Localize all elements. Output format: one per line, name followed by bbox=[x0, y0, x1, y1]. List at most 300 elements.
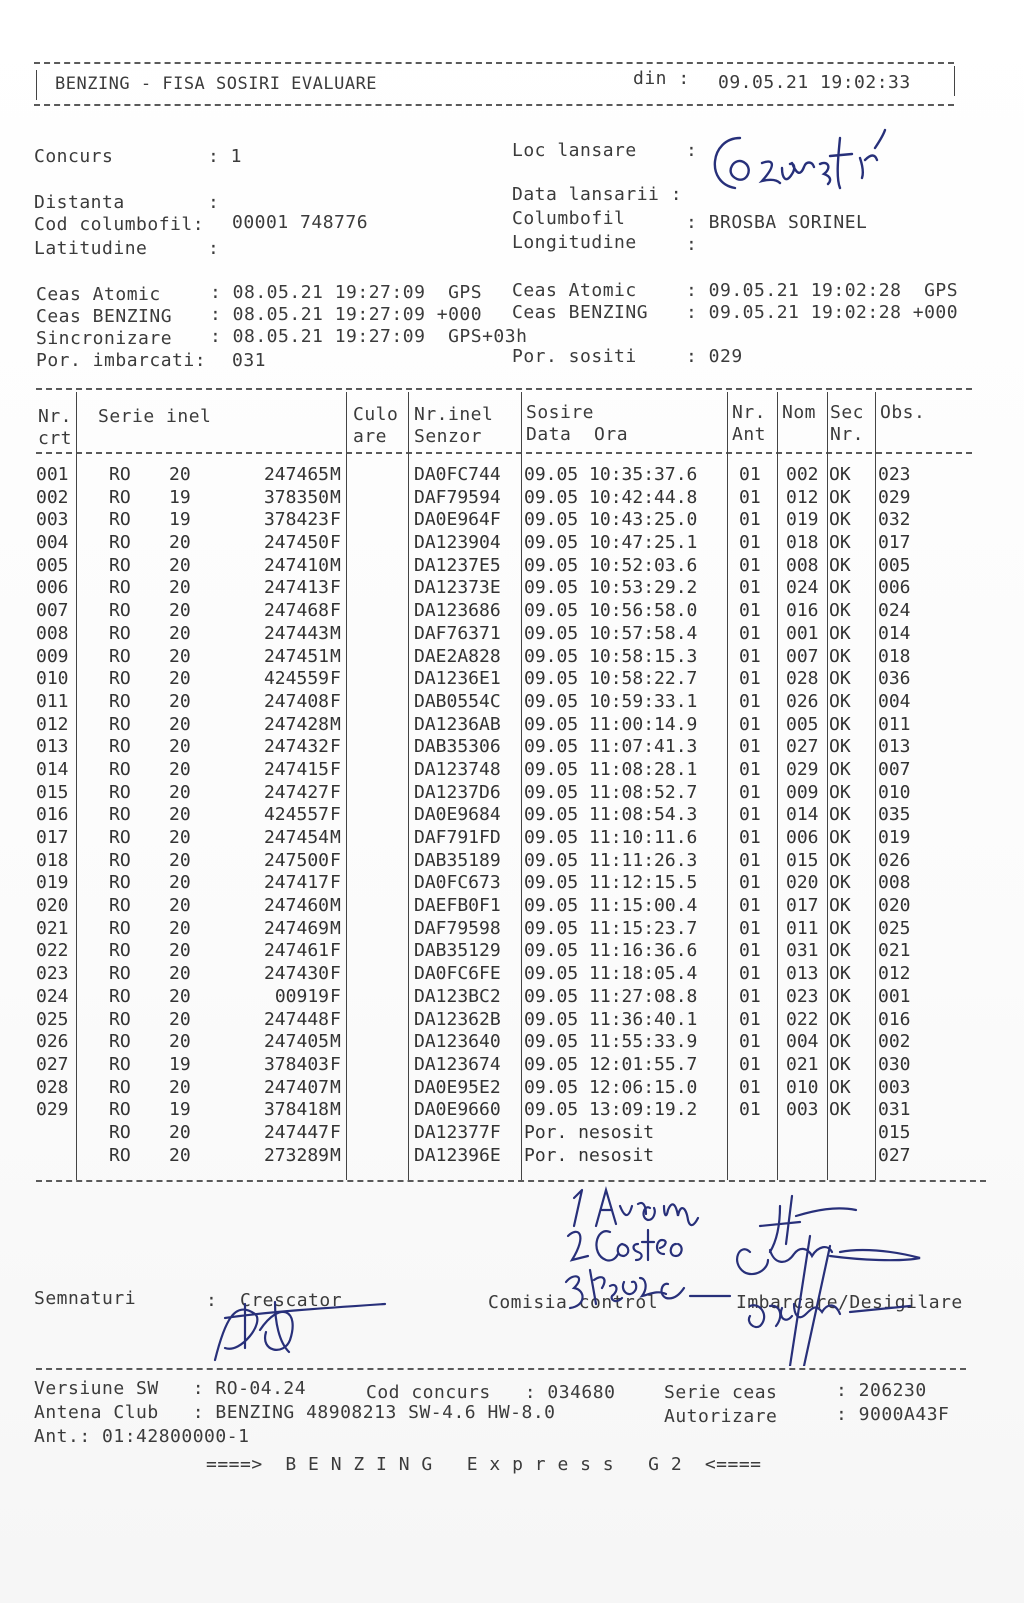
sex: M bbox=[330, 1031, 341, 1053]
sex: F bbox=[330, 849, 341, 871]
observation: 021 bbox=[878, 940, 911, 962]
arrival-time: 09.05 11:08:52.7 bbox=[524, 781, 698, 803]
row-number: 026 bbox=[36, 1031, 69, 1053]
footer-rule bbox=[36, 1368, 966, 1370]
country-code: RO bbox=[109, 1099, 131, 1121]
observation: 007 bbox=[878, 758, 911, 780]
ceas-benzing-left-label: Ceas BENZING bbox=[36, 306, 173, 327]
arrival-time: 09.05 10:43:25.0 bbox=[524, 509, 698, 531]
ring-year: 20 bbox=[169, 963, 191, 985]
header-right-border bbox=[954, 66, 955, 96]
arrival-time: 09.05 11:27:08.8 bbox=[524, 985, 698, 1007]
country-code: RO bbox=[109, 895, 131, 917]
nom-number: 009 bbox=[786, 781, 819, 803]
security-status: OK bbox=[829, 781, 851, 803]
sensor-ring: DA123686 bbox=[414, 600, 501, 622]
sensor-ring: DA12377F bbox=[414, 1121, 501, 1143]
versiune-sw: Versiune SW : RO-04.24 bbox=[34, 1378, 307, 1399]
ring-number: 247427 bbox=[263, 781, 329, 803]
observation: 020 bbox=[878, 895, 911, 917]
observation: 030 bbox=[878, 1053, 911, 1075]
sex: F bbox=[330, 1008, 341, 1030]
nom-number: 007 bbox=[786, 645, 819, 667]
antenna-number: 01 bbox=[739, 622, 761, 644]
sensor-ring: DAB35306 bbox=[414, 736, 501, 758]
ring-number: 247408 bbox=[263, 690, 329, 712]
sensor-ring: DAF79598 bbox=[414, 917, 501, 939]
observation: 019 bbox=[878, 827, 911, 848]
antenna-number: 01 bbox=[739, 509, 761, 531]
sensor-ring: DA123748 bbox=[414, 758, 501, 780]
row-number: 018 bbox=[36, 849, 69, 871]
distanta-value: : bbox=[208, 192, 220, 213]
header-senzor-line2: Senzor bbox=[414, 426, 483, 447]
table-row bbox=[36, 895, 986, 918]
sex: M bbox=[330, 895, 341, 917]
ceas-atomic-right-label: Ceas Atomic bbox=[512, 280, 637, 301]
sensor-ring: DA12373E bbox=[414, 577, 501, 599]
loc-lansare-handwriting bbox=[700, 108, 920, 208]
security-status: OK bbox=[829, 1008, 851, 1030]
observation: 005 bbox=[878, 554, 911, 576]
sensor-ring: DAF79594 bbox=[414, 486, 501, 508]
antena-id: Ant.: 01:42800000-1 bbox=[34, 1426, 250, 1447]
security-status: OK bbox=[829, 509, 851, 531]
imbarcare-desigilare-label: Imbarcare/Desigilare bbox=[736, 1292, 963, 1313]
arrival-time: 09.05 10:57:58.4 bbox=[524, 622, 698, 644]
antena-club: Antena Club : BENZING 48908213 SW-4.6 HW-8.0 bbox=[34, 1402, 556, 1423]
table-row bbox=[36, 1077, 986, 1100]
country-code: RO bbox=[109, 1076, 131, 1098]
columbofil-label: Columbofil bbox=[512, 208, 626, 229]
ring-year: 20 bbox=[169, 758, 191, 780]
observation: 001 bbox=[878, 985, 911, 1007]
antenna-number: 01 bbox=[739, 577, 761, 599]
sex: F bbox=[330, 577, 341, 599]
table-row bbox=[36, 1054, 986, 1077]
antenna-number: 01 bbox=[739, 464, 761, 485]
arrival-time: 09.05 10:58:22.7 bbox=[524, 668, 698, 690]
security-status: OK bbox=[829, 985, 851, 1007]
nom-number: 014 bbox=[786, 804, 819, 826]
row-number: 008 bbox=[36, 622, 69, 644]
arrival-time: 09.05 12:01:55.7 bbox=[524, 1053, 698, 1075]
sex: F bbox=[330, 690, 341, 712]
sex: F bbox=[330, 736, 341, 758]
table-row bbox=[36, 782, 986, 805]
security-status: OK bbox=[829, 532, 851, 554]
table-bottom-rule bbox=[36, 1180, 986, 1182]
antenna-number: 01 bbox=[739, 804, 761, 826]
country-code: RO bbox=[109, 577, 131, 599]
row-number: 014 bbox=[36, 758, 69, 780]
serie-ceas-label: Serie ceas bbox=[664, 1382, 778, 1403]
nom-number: 024 bbox=[786, 577, 819, 599]
row-number: 027 bbox=[36, 1053, 69, 1075]
ring-number: 247465 bbox=[263, 464, 329, 485]
nom-number: 011 bbox=[786, 917, 819, 939]
porumbei-sositi-value: : 029 bbox=[686, 346, 743, 367]
country-code: RO bbox=[109, 1008, 131, 1030]
nom-number: 004 bbox=[786, 1031, 819, 1053]
security-status: OK bbox=[829, 645, 851, 667]
imbarcare-signatures bbox=[730, 1186, 970, 1366]
row-number: 004 bbox=[36, 532, 69, 554]
sex: F bbox=[330, 600, 341, 622]
security-status: OK bbox=[829, 872, 851, 894]
ceas-atomic-right-value: : 09.05.21 19:02:28 GPS bbox=[686, 280, 959, 301]
arrival-time: 09.05 11:08:54.3 bbox=[524, 804, 698, 826]
sensor-ring: DA123640 bbox=[414, 1031, 501, 1053]
sensor-ring: DAF76371 bbox=[414, 622, 501, 644]
sex: F bbox=[330, 872, 341, 894]
ceas-benzing-left-value: : 08.05.21 19:27:09 +000 bbox=[210, 304, 483, 325]
observation: 002 bbox=[878, 1031, 911, 1053]
observation: 016 bbox=[878, 1008, 911, 1030]
country-code: RO bbox=[109, 917, 131, 939]
country-code: RO bbox=[109, 963, 131, 985]
antenna-number: 01 bbox=[739, 1031, 761, 1053]
country-code: RO bbox=[109, 1031, 131, 1053]
sincronizare-value: : 08.05.21 19:27:09 GPS+03h bbox=[210, 326, 528, 347]
country-code: RO bbox=[109, 464, 131, 485]
ring-number: 247469 bbox=[263, 917, 329, 939]
ring-year: 20 bbox=[169, 1031, 191, 1053]
ring-year: 19 bbox=[169, 486, 191, 508]
table-row bbox=[36, 1009, 986, 1032]
country-code: RO bbox=[109, 645, 131, 667]
row-number: 003 bbox=[36, 509, 69, 531]
antenna-number: 01 bbox=[739, 827, 761, 848]
observation: 029 bbox=[878, 486, 911, 508]
ceas-atomic-left-value: : 08.05.21 19:27:09 GPS bbox=[210, 282, 483, 303]
ring-year: 20 bbox=[169, 554, 191, 576]
country-code: RO bbox=[109, 827, 131, 848]
cod-columbofil-value: 00001 748776 bbox=[232, 212, 369, 233]
security-status: OK bbox=[829, 758, 851, 780]
arrival-time: 09.05 11:00:14.9 bbox=[524, 713, 698, 735]
country-code: RO bbox=[109, 985, 131, 1007]
antenna-number: 01 bbox=[739, 713, 761, 735]
header-ant-line1: Nr. bbox=[732, 402, 767, 423]
arrival-time: 09.05 13:09:19.2 bbox=[524, 1099, 698, 1121]
country-code: RO bbox=[109, 668, 131, 690]
sincronizare-label: Sincronizare bbox=[36, 328, 173, 349]
observation: 024 bbox=[878, 600, 911, 622]
sensor-ring: DA12396E bbox=[414, 1144, 501, 1166]
row-number: 020 bbox=[36, 895, 69, 917]
crescator-signature bbox=[205, 1290, 395, 1366]
sex: F bbox=[330, 804, 341, 826]
antenna-number: 01 bbox=[739, 985, 761, 1007]
porumbei-imbarcati-value: 031 bbox=[232, 350, 267, 371]
observation: 018 bbox=[878, 645, 911, 667]
sex: F bbox=[330, 1053, 341, 1075]
serie-ceas-value: : 206230 bbox=[836, 1380, 927, 1401]
antenna-number: 01 bbox=[739, 781, 761, 803]
porumbei-imbarcati-label: Por. imbarcati: bbox=[36, 350, 207, 371]
table-row bbox=[36, 1099, 986, 1122]
table-row bbox=[36, 691, 986, 714]
security-status: OK bbox=[829, 713, 851, 735]
country-code: RO bbox=[109, 600, 131, 622]
sex: M bbox=[330, 827, 341, 848]
arrival-time: 09.05 11:16:36.6 bbox=[524, 940, 698, 962]
data-lansarii-label: Data lansarii : bbox=[512, 184, 683, 205]
table-row bbox=[36, 532, 986, 555]
header-nr-line2: crt bbox=[38, 428, 73, 449]
cod-concurs: Cod concurs : 034680 bbox=[366, 1382, 616, 1403]
table-row bbox=[36, 1031, 986, 1054]
nom-number: 012 bbox=[786, 486, 819, 508]
header-culoare-line2: are bbox=[353, 426, 388, 447]
antenna-number: 01 bbox=[739, 849, 761, 871]
ring-number: 273289 bbox=[263, 1144, 329, 1166]
sex: M bbox=[330, 1144, 341, 1166]
table-row bbox=[36, 600, 986, 623]
country-code: RO bbox=[109, 1053, 131, 1075]
semnaturi-label: Semnaturi bbox=[34, 1288, 137, 1309]
ring-number: 247415 bbox=[263, 758, 329, 780]
ring-number: 424557 bbox=[263, 804, 329, 826]
table-row bbox=[36, 714, 986, 737]
latitudine-value: : bbox=[208, 238, 220, 259]
ring-year: 20 bbox=[169, 804, 191, 826]
ring-year: 20 bbox=[169, 1008, 191, 1030]
nom-number: 020 bbox=[786, 872, 819, 894]
nom-number: 028 bbox=[786, 668, 819, 690]
row-number: 016 bbox=[36, 804, 69, 826]
sensor-ring: DA123904 bbox=[414, 532, 501, 554]
ring-number: 247468 bbox=[263, 600, 329, 622]
observation: 035 bbox=[878, 804, 911, 826]
country-code: RO bbox=[109, 758, 131, 780]
security-status: OK bbox=[829, 917, 851, 939]
ring-year: 20 bbox=[169, 668, 191, 690]
row-number: 006 bbox=[36, 577, 69, 599]
nom-number: 006 bbox=[786, 827, 819, 848]
antenna-number: 01 bbox=[739, 963, 761, 985]
table-row bbox=[36, 577, 986, 600]
security-status: OK bbox=[829, 486, 851, 508]
country-code: RO bbox=[109, 781, 131, 803]
sex: F bbox=[330, 985, 341, 1007]
nom-number: 022 bbox=[786, 1008, 819, 1030]
loc-lansare-value: : bbox=[686, 140, 698, 161]
antenna-number: 01 bbox=[739, 554, 761, 576]
comisia-signatures bbox=[560, 1186, 750, 1326]
ring-number: 378418 bbox=[263, 1099, 329, 1121]
antenna-number: 01 bbox=[739, 1076, 761, 1098]
antenna-number: 01 bbox=[739, 736, 761, 758]
security-status: OK bbox=[829, 736, 851, 758]
arrival-time: 09.05 12:06:15.0 bbox=[524, 1076, 698, 1098]
arrival-time: Por. nesosit bbox=[524, 1144, 655, 1166]
security-status: OK bbox=[829, 1031, 851, 1053]
sex: M bbox=[330, 917, 341, 939]
header-sosire-line1: Sosire bbox=[526, 402, 595, 423]
ring-number: 247432 bbox=[263, 736, 329, 758]
ring-year: 20 bbox=[169, 917, 191, 939]
header-ant-line2: Ant bbox=[732, 424, 767, 445]
arrival-time: 09.05 11:07:41.3 bbox=[524, 736, 698, 758]
nom-number: 018 bbox=[786, 532, 819, 554]
observation: 036 bbox=[878, 668, 911, 690]
antenna-number: 01 bbox=[739, 645, 761, 667]
row-number: 011 bbox=[36, 690, 69, 712]
row-number: 015 bbox=[36, 781, 69, 803]
ring-year: 20 bbox=[169, 577, 191, 599]
comisia-control-label: Comisia control bbox=[488, 1292, 659, 1313]
header-nr-line1: Nr. bbox=[38, 406, 73, 427]
loc-lansare-label: Loc lansare bbox=[512, 140, 637, 161]
arrival-time: 09.05 11:12:15.5 bbox=[524, 872, 698, 894]
observation: 031 bbox=[878, 1099, 911, 1121]
header-sosire-line2: Data Ora bbox=[526, 424, 629, 445]
sex: M bbox=[330, 486, 341, 508]
ring-year: 20 bbox=[169, 600, 191, 622]
ring-year: 20 bbox=[169, 827, 191, 848]
sensor-ring: DA0FC6FE bbox=[414, 963, 501, 985]
sex: M bbox=[330, 622, 341, 644]
table-row bbox=[36, 646, 986, 669]
table-row bbox=[36, 487, 986, 510]
observation: 004 bbox=[878, 690, 911, 712]
ring-number: 424559 bbox=[263, 668, 329, 690]
header-bottom-border bbox=[34, 104, 954, 106]
sensor-ring: DAF791FD bbox=[414, 827, 501, 848]
row-number: 024 bbox=[36, 985, 69, 1007]
row-number: 007 bbox=[36, 600, 69, 622]
row-number: 012 bbox=[36, 713, 69, 735]
country-code: RO bbox=[109, 736, 131, 758]
ring-number: 378403 bbox=[263, 1053, 329, 1075]
nom-number: 008 bbox=[786, 554, 819, 576]
arrival-time: 09.05 10:35:37.6 bbox=[524, 464, 698, 485]
security-status: OK bbox=[829, 668, 851, 690]
ring-year: 19 bbox=[169, 509, 191, 531]
country-code: RO bbox=[109, 804, 131, 826]
header-culoare-line1: Culo bbox=[353, 404, 399, 425]
sensor-ring: DA123674 bbox=[414, 1053, 501, 1075]
sex: M bbox=[330, 713, 341, 735]
country-code: RO bbox=[109, 1144, 131, 1166]
nom-number: 027 bbox=[786, 736, 819, 758]
antenna-number: 01 bbox=[739, 758, 761, 780]
nom-number: 001 bbox=[786, 622, 819, 644]
ring-year: 20 bbox=[169, 849, 191, 871]
longitudine-value: : bbox=[686, 234, 698, 255]
sex: F bbox=[330, 532, 341, 554]
concurs-value: : 1 bbox=[208, 146, 243, 167]
ring-number: 247447 bbox=[263, 1121, 329, 1143]
header-nom: Nom bbox=[782, 402, 817, 423]
nom-number: 023 bbox=[786, 985, 819, 1007]
observation: 026 bbox=[878, 849, 911, 871]
country-code: RO bbox=[109, 486, 131, 508]
antenna-number: 01 bbox=[739, 940, 761, 962]
header-sec-line1: Sec bbox=[830, 402, 865, 423]
security-status: OK bbox=[829, 804, 851, 826]
sex: F bbox=[330, 758, 341, 780]
table-row bbox=[36, 918, 986, 941]
sensor-ring: DA0E964F bbox=[414, 509, 501, 531]
antenna-number: 01 bbox=[739, 1053, 761, 1075]
security-status: OK bbox=[829, 577, 851, 599]
ring-number: 247413 bbox=[263, 577, 329, 599]
ring-number: 247405 bbox=[263, 1031, 329, 1053]
ring-number: 247454 bbox=[263, 827, 329, 848]
columbofil-value: : BROSBA SORINEL bbox=[686, 212, 868, 233]
table-row bbox=[36, 759, 986, 782]
row-number: 002 bbox=[36, 486, 69, 508]
arrival-time: 09.05 11:10:11.6 bbox=[524, 827, 698, 848]
sensor-ring: DAB35189 bbox=[414, 849, 501, 871]
ring-number: 247500 bbox=[263, 849, 329, 871]
antenna-number: 01 bbox=[739, 668, 761, 690]
country-code: RO bbox=[109, 509, 131, 531]
table-row bbox=[36, 1145, 986, 1168]
sensor-ring: DA1237E5 bbox=[414, 554, 501, 576]
security-status: OK bbox=[829, 940, 851, 962]
nom-number: 003 bbox=[786, 1099, 819, 1121]
sensor-ring: DA0FC673 bbox=[414, 872, 501, 894]
observation: 032 bbox=[878, 509, 911, 531]
row-number: 017 bbox=[36, 827, 69, 848]
sex: M bbox=[330, 1099, 341, 1121]
sex: M bbox=[330, 464, 341, 485]
ring-year: 20 bbox=[169, 464, 191, 485]
arrival-time: Por. nesosit bbox=[524, 1121, 655, 1143]
ring-number: 247407 bbox=[263, 1076, 329, 1098]
row-number: 029 bbox=[36, 1099, 69, 1121]
row-number: 019 bbox=[36, 872, 69, 894]
country-code: RO bbox=[109, 622, 131, 644]
header-obs: Obs. bbox=[880, 402, 926, 423]
arrival-time: 09.05 10:52:03.6 bbox=[524, 554, 698, 576]
security-status: OK bbox=[829, 690, 851, 712]
antenna-number: 01 bbox=[739, 1099, 761, 1121]
ring-number: 247428 bbox=[263, 713, 329, 735]
country-code: RO bbox=[109, 532, 131, 554]
ring-year: 20 bbox=[169, 872, 191, 894]
security-status: OK bbox=[829, 849, 851, 871]
security-status: OK bbox=[829, 1099, 851, 1121]
table-row bbox=[36, 509, 986, 532]
sensor-ring: DA1236E1 bbox=[414, 668, 501, 690]
security-status: OK bbox=[829, 1076, 851, 1098]
table-row bbox=[36, 736, 986, 759]
sensor-ring: DA1236AB bbox=[414, 713, 501, 735]
row-number: 028 bbox=[36, 1076, 69, 1098]
ceas-benzing-right-value: : 09.05.21 19:02:28 +000 bbox=[686, 302, 959, 323]
nom-number: 013 bbox=[786, 963, 819, 985]
report-date-label: din : bbox=[633, 68, 690, 89]
table-row bbox=[36, 555, 986, 578]
table-row bbox=[36, 464, 986, 487]
ring-year: 20 bbox=[169, 1121, 191, 1143]
observation: 025 bbox=[878, 917, 911, 939]
ring-year: 20 bbox=[169, 781, 191, 803]
row-number: 009 bbox=[36, 645, 69, 667]
longitudine-label: Longitudine bbox=[512, 232, 637, 253]
arrival-time: 09.05 11:36:40.1 bbox=[524, 1008, 698, 1030]
ring-year: 19 bbox=[169, 1053, 191, 1075]
ring-number: 247460 bbox=[263, 895, 329, 917]
security-status: OK bbox=[829, 600, 851, 622]
observation: 003 bbox=[878, 1076, 911, 1098]
arrival-time: 09.05 10:47:25.1 bbox=[524, 532, 698, 554]
